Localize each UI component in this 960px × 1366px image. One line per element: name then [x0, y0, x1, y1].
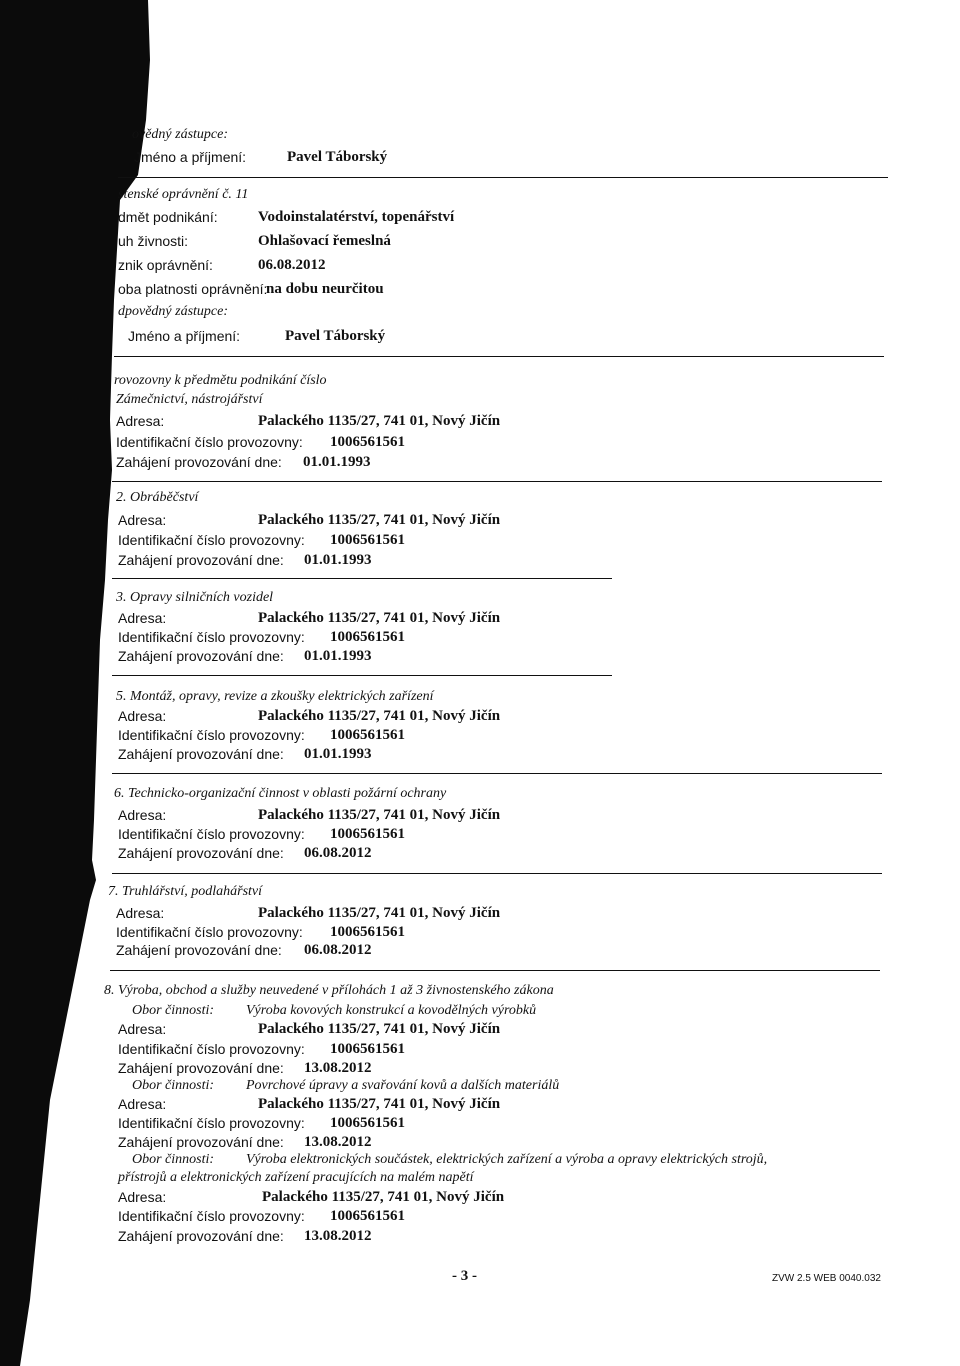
facility-2-id: 1006561561	[330, 532, 405, 548]
facility-2-address: Palackého 1135/27, 741 01, Nový Jičín	[258, 512, 501, 528]
field-1-id-label: Identifikační číslo provozovny:	[118, 1041, 305, 1057]
facility-1-address: Palackého 1135/27, 741 01, Nový Jičín	[258, 413, 501, 429]
licence-representative-heading: dpovědný zástupce:	[118, 304, 229, 319]
facility-6-start: 06.08.2012	[304, 845, 372, 861]
divider	[112, 675, 612, 676]
page-number: - 3 -	[452, 1268, 477, 1284]
facility-2-start-label: Zahájení provozování dne:	[118, 552, 284, 568]
facility-6-id: 1006561561	[330, 826, 405, 842]
field-3-name: Výroba elektronických součástek, elektrických zařízení a výroba a opravy elektrických strojů,	[246, 1152, 768, 1167]
document-code: ZVW 2.5 WEB 0040.032	[772, 1273, 881, 1284]
field-2-id: 1006561561	[330, 1115, 405, 1131]
field-3-id-label: Identifikační číslo provozovny:	[118, 1208, 305, 1224]
field-2-label: Obor činnosti:	[132, 1078, 215, 1093]
facility-5-id: 1006561561	[330, 727, 405, 743]
facility-5-address-label: Adresa:	[118, 708, 167, 724]
facility-3-id: 1006561561	[330, 629, 405, 645]
field-1-label: Obor činnosti:	[132, 1003, 215, 1018]
field-2-address-label: Adresa:	[118, 1096, 167, 1112]
licence-name-label: Jméno a příjmení:	[128, 328, 241, 344]
facility-5-start: 01.01.1993	[304, 746, 372, 762]
facility-5-title: 5. Montáž, opravy, revize a zkoušky elektrických zařízení	[116, 689, 434, 704]
field-1-address: Palackého 1135/27, 741 01, Nový Jičín	[258, 1021, 501, 1037]
type-label: uh živnosti:	[118, 233, 189, 249]
facility-7-id: 1006561561	[330, 924, 405, 940]
facility-3-title: 3. Opravy silničních vozidel	[116, 590, 274, 605]
facility-1-id: 1006561561	[330, 434, 405, 450]
field-3-name-continued: přístrojů a elektronických zařízení pracujících na malém napětí	[118, 1170, 474, 1185]
facility-5-id-label: Identifikační číslo provozovny:	[118, 727, 305, 743]
origin-label: znik oprávnění:	[118, 257, 213, 273]
field-3-id: 1006561561	[330, 1208, 405, 1224]
divider	[112, 773, 882, 774]
facilities-heading: rovozovny k předmětu podnikání číslo	[114, 373, 327, 388]
field-2-address: Palackého 1135/27, 741 01, Nový Jičín	[258, 1096, 501, 1112]
facility-5-start-label: Zahájení provozování dne:	[118, 746, 284, 762]
field-3-address: Palackého 1135/27, 741 01, Nový Jičín	[262, 1189, 505, 1205]
facility-7-title: 7. Truhlářství, podlahářství	[108, 884, 263, 899]
field-2-name: Povrchové úpravy a svařování kovů a dalších materiálů	[246, 1078, 560, 1093]
facility-2-id-label: Identifikační číslo provozovny:	[118, 532, 305, 548]
facility-3-address: Palackého 1135/27, 741 01, Nový Jičín	[258, 610, 501, 626]
facility-7-start: 06.08.2012	[304, 942, 372, 958]
subject-value: Vodoinstalatérství, topenářství	[258, 209, 455, 225]
divider	[112, 578, 612, 579]
facility-3-start-label: Zahájení provozování dne:	[118, 648, 284, 664]
field-3-start: 13.08.2012	[304, 1228, 372, 1244]
subject-label: dmět podnikání:	[118, 209, 218, 225]
licence-heading: stenské oprávnění č. 11	[118, 187, 249, 202]
field-3-address-label: Adresa:	[118, 1189, 167, 1205]
facility-6-address: Palackého 1135/27, 741 01, Nový Jičín	[258, 807, 501, 823]
field-1-id: 1006561561	[330, 1041, 405, 1057]
facility-6-title: 6. Technicko-organizační činnost v oblasti požární ochrany	[114, 786, 447, 801]
field-3-label: Obor činnosti:	[132, 1152, 215, 1167]
representative-heading: ovědný zástupce:	[132, 127, 229, 142]
name-value: Pavel Táborský	[287, 149, 388, 165]
field-1-start-label: Zahájení provozování dne:	[118, 1060, 284, 1076]
facility-1-title: Zámečnictví, nástrojářství	[116, 392, 263, 407]
divider	[118, 177, 888, 178]
field-1-start: 13.08.2012	[304, 1060, 372, 1076]
facility-7-id-label: Identifikační číslo provozovny:	[116, 924, 303, 940]
divider	[114, 356, 884, 357]
name-label: Jméno a příjmení:	[134, 149, 247, 165]
field-2-start: 13.08.2012	[304, 1134, 372, 1150]
facility-1-address-label: Adresa:	[116, 413, 165, 429]
field-1-name: Výroba kovových konstrukcí a kovodělných výrobků	[246, 1003, 537, 1018]
facility-6-address-label: Adresa:	[118, 807, 167, 823]
facility-1-id-label: Identifikační číslo provozovny:	[116, 434, 303, 450]
validity-label: oba platnosti oprávnění:	[118, 281, 268, 297]
field-1-address-label: Adresa:	[118, 1021, 167, 1037]
section-8-title: 8. Výroba, obchod a služby neuvedené v přílohách 1 až 3 živnostenského zákona	[104, 983, 554, 998]
facility-1-start: 01.01.1993	[303, 454, 371, 470]
facility-2-address-label: Adresa:	[118, 512, 167, 528]
facility-2-title: 2. Obráběčství	[116, 490, 199, 505]
field-2-id-label: Identifikační číslo provozovny:	[118, 1115, 305, 1131]
facility-1-start-label: Zahájení provozování dne:	[116, 454, 282, 470]
field-2-start-label: Zahájení provozování dne:	[118, 1134, 284, 1150]
facility-6-id-label: Identifikační číslo provozovny:	[118, 826, 305, 842]
facility-7-address-label: Adresa:	[116, 905, 165, 921]
field-3-start-label: Zahájení provozování dne:	[118, 1228, 284, 1244]
facility-7-address: Palackého 1135/27, 741 01, Nový Jičín	[258, 905, 501, 921]
facility-2-start: 01.01.1993	[304, 552, 372, 568]
facility-6-start-label: Zahájení provozování dne:	[118, 845, 284, 861]
divider	[112, 873, 882, 874]
origin-value: 06.08.2012	[258, 257, 326, 273]
facility-5-address: Palackého 1135/27, 741 01, Nový Jičín	[258, 708, 501, 724]
facility-3-address-label: Adresa:	[118, 610, 167, 626]
validity-value: na dobu neurčitou	[266, 281, 384, 297]
facility-3-id-label: Identifikační číslo provozovny:	[118, 629, 305, 645]
facility-7-start-label: Zahájení provozování dne:	[116, 942, 282, 958]
divider	[110, 970, 880, 971]
divider	[112, 481, 882, 482]
type-value: Ohlašovací řemeslná	[258, 233, 391, 249]
facility-3-start: 01.01.1993	[304, 648, 372, 664]
licence-name-value: Pavel Táborský	[285, 328, 386, 344]
